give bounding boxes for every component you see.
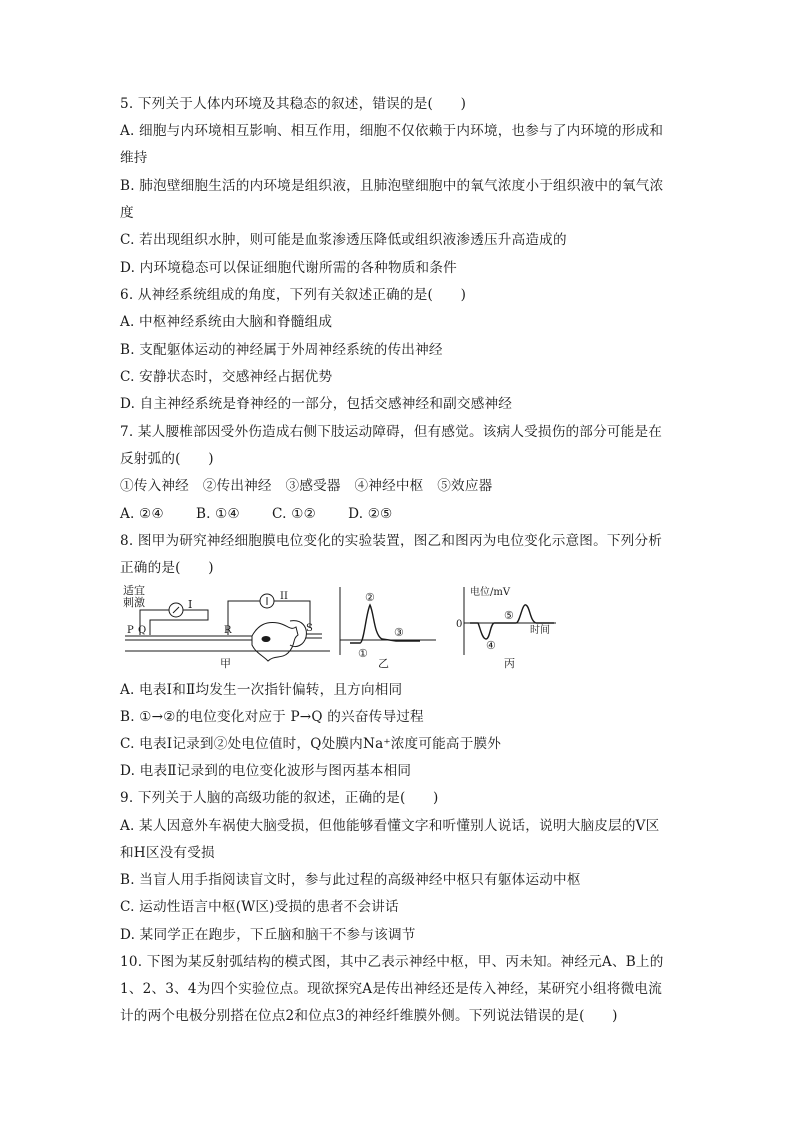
q7-options: A. ②④ B. ①④ C. ①② D. ②⑤ bbox=[120, 506, 393, 522]
synapse-terminal bbox=[290, 621, 306, 647]
q8-option-b: B. ①→②的电位变化对应于 P→Q 的兴奋传导过程 bbox=[120, 709, 424, 725]
marker-2: ② bbox=[365, 591, 375, 604]
meter-i-wire-right bbox=[150, 610, 208, 635]
q6-option-b: B. 支配躯体运动的神经属于外周神经系统的传出神经 bbox=[120, 342, 443, 358]
q8-stem-cont: 正确的是( ) bbox=[120, 560, 214, 576]
marker-4: ④ bbox=[486, 639, 496, 652]
xaxis-label: 时间 bbox=[530, 625, 550, 636]
panel-jia-label: 甲 bbox=[220, 657, 231, 670]
stimulus-label-2: 刺激 bbox=[123, 596, 145, 609]
point-s-label: S bbox=[306, 623, 313, 634]
meter-ii-wire-left bbox=[228, 601, 260, 635]
q9-option-a: A. 某人因意外车祸使大脑受损，但他能够看懂文字和听懂别人说话，说明大脑皮层的V区 bbox=[120, 818, 660, 834]
q9-option-d: D. 某同学正在跑步，下丘脑和脑干不参与该调节 bbox=[120, 927, 416, 943]
neuron-nucleus bbox=[262, 637, 270, 642]
q6-option-d: D. 自主神经系统是脊神经的一部分，包括交感神经和副交感神经 bbox=[120, 396, 513, 412]
neuron-body bbox=[252, 623, 298, 661]
q8-option-d: D. 电表Ⅱ记录到的电位变化波形与图丙基本相同 bbox=[120, 763, 412, 779]
q7-items: ①传入神经 ②传出神经 ③感受器 ④神经中枢 ⑤效应器 bbox=[120, 478, 493, 494]
meter-i-label: I bbox=[188, 598, 193, 611]
q5-stem: 5. 下列关于人体内环境及其稳态的叙述，错误的是( ) bbox=[120, 96, 467, 112]
q9-option-c: C. 运动性语言中枢(W区)受损的患者不会讲话 bbox=[120, 899, 399, 915]
q9-stem: 9. 下列关于人脑的高级功能的叙述，正确的是( ) bbox=[120, 790, 439, 806]
q5-option-b: B. 肺泡壁细胞生活的内环境是组织液，且肺泡壁细胞中的氧气浓度小于组织液中的氧气浓 bbox=[120, 178, 664, 194]
panel-bing bbox=[456, 585, 556, 670]
q7-stem-cont: 反射弧的( ) bbox=[120, 451, 214, 467]
point-p-label: P bbox=[127, 625, 134, 636]
marker-5: ⑤ bbox=[504, 609, 514, 622]
q8-option-c: C. 电表Ⅰ记录到②处电位值时，Q处膜内Na⁺浓度可能高于膜外 bbox=[120, 736, 502, 752]
marker-1: ① bbox=[358, 647, 368, 660]
q6-option-a: A. 中枢神经系统由大脑和脊髓组成 bbox=[120, 314, 333, 330]
q9-option-b: B. 当盲人用手指阅读盲文时，参与此过程的高级神经中枢只有躯体运动中枢 bbox=[120, 872, 581, 888]
q8-figure bbox=[120, 583, 560, 671]
panel-jia bbox=[123, 584, 330, 670]
q8-option-a: A. 电表Ⅰ和Ⅱ均发生一次指针偏转，且方向相同 bbox=[120, 682, 403, 698]
meter-ii-label: II bbox=[280, 591, 288, 602]
yaxis-label: 电位/mV bbox=[470, 587, 511, 598]
meter-ii-wire-right bbox=[274, 601, 310, 628]
panel-yi bbox=[340, 587, 436, 670]
zero-label: 0 bbox=[456, 619, 463, 630]
q5-option-b-cont: 度 bbox=[120, 205, 134, 221]
q10-stem-line-1: 10. 下图为某反射弧结构的模式图，其中乙表示神经中枢，甲、丙未知。神经元A、B上的 bbox=[120, 954, 664, 970]
q8-stem: 8. 图甲为研究神经细胞膜电位变化的实验装置，图乙和图丙为电位变化示意图。下列分析 bbox=[120, 533, 663, 549]
point-q-label: Q bbox=[138, 625, 147, 636]
q10-stem-line-2: 1、2、3、4为四个实验位点。现欲探究A是传出神经还是传入神经，某研究小组将微电流 bbox=[120, 981, 662, 997]
q5-option-a-cont: 维持 bbox=[120, 150, 148, 166]
q7-stem: 7. 某人腰椎部因受外伤造成右侧下肢运动障碍，但有感觉。该病人受损伤的部分可能是在 bbox=[120, 424, 663, 440]
meter-i-needle bbox=[173, 607, 179, 613]
panel-yi-label: 乙 bbox=[378, 657, 389, 670]
action-potential-curve bbox=[350, 605, 420, 643]
marker-3: ③ bbox=[394, 626, 404, 639]
q5-option-d: D. 内环境稳态可以保证细胞代谢所需的各种物质和条件 bbox=[120, 260, 457, 276]
q5-option-a: A. 细胞与内环境相互影响、相互作用，细胞不仅依赖于内环境，也参与了内环境的形成和 bbox=[120, 123, 664, 139]
q6-option-c: C. 安静状态时，交感神经占据优势 bbox=[120, 369, 333, 385]
q5-option-c: C. 若出现组织水肿，则可能是血浆渗透压降低或组织液渗透压升高造成的 bbox=[120, 232, 567, 248]
panel-bing-label: 丙 bbox=[504, 657, 515, 670]
q10-stem-line-3: 计的两个电极分别搭在位点2和位点3的神经纤维膜外侧。下列说法错误的是( ) bbox=[120, 1008, 618, 1024]
q6-stem: 6. 从神经系统组成的角度，下列有关叙述正确的是( ) bbox=[120, 287, 467, 303]
stimulus-label-1: 适宜 bbox=[123, 584, 145, 597]
q9-option-a-cont: 和H区没有受损 bbox=[120, 845, 215, 861]
point-r-label: R bbox=[224, 625, 232, 636]
